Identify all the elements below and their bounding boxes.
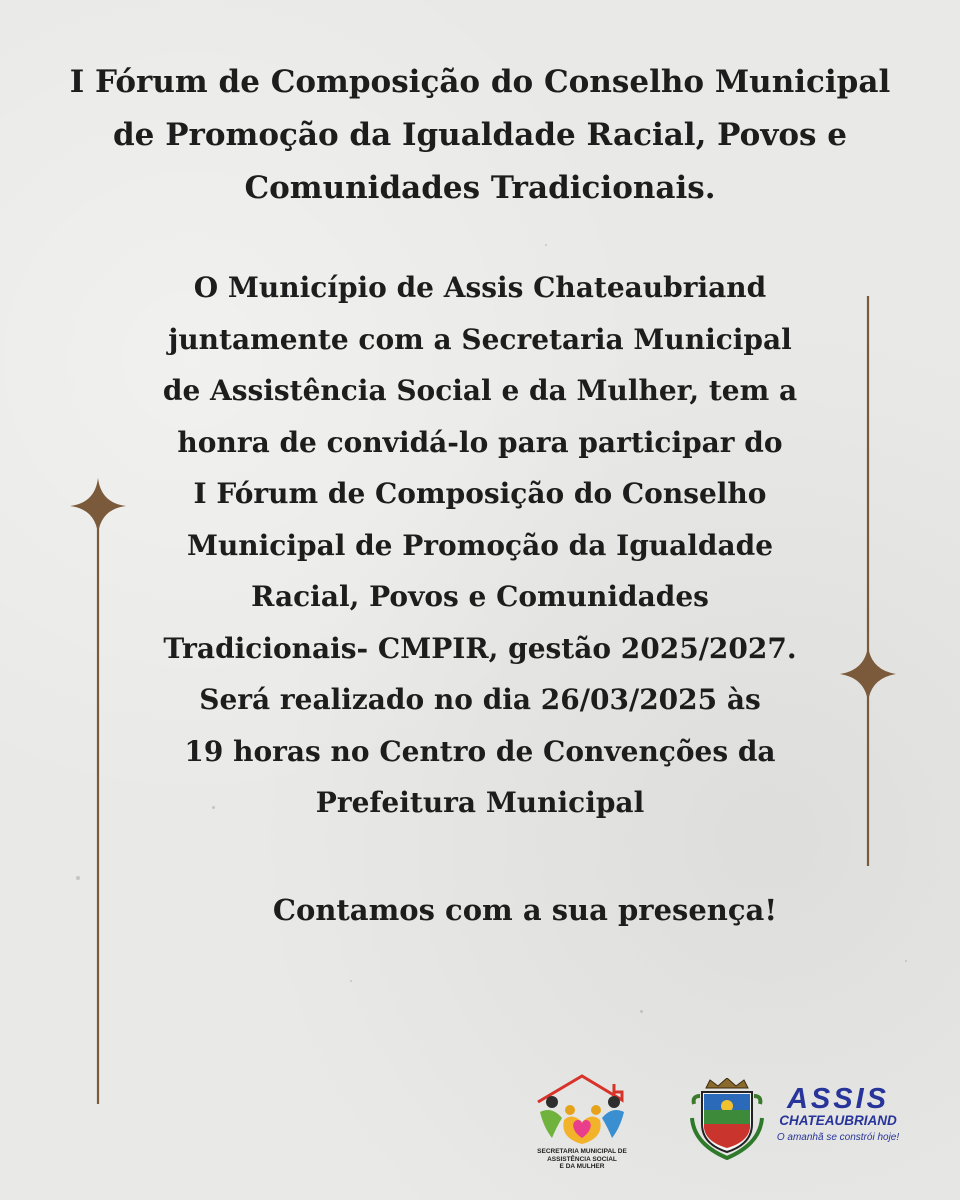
municipality-logo — [688, 1078, 908, 1160]
invitation-line: Será realizado no dia 26/03/2025 às — [199, 683, 761, 716]
invitation-text — [112, 262, 848, 829]
title-line: Comunidades Tradicionais. — [244, 170, 716, 206]
paper-speck — [905, 960, 907, 962]
paper-speck — [545, 244, 547, 246]
family-house-heart-icon — [530, 1072, 634, 1148]
municipality-name: ASSIS — [786, 1083, 890, 1115]
invitation-line: Racial, Povos e Comunidades — [251, 580, 709, 613]
sparkle-star-icon — [840, 646, 896, 702]
invitation-line: Municipal de Promoção da Igualdade — [186, 528, 774, 562]
title-line: I Fórum de Composição do Conselho Municipal — [69, 64, 891, 100]
invitation-line: O Município de Assis Chateaubriand — [193, 271, 767, 304]
secretaria-logo-caption — [530, 1148, 634, 1171]
secretaria-logo-line: ASSISTÊNCIA SOCIAL — [547, 1155, 617, 1163]
closing-message: Contamos com a sua presença! — [272, 893, 778, 927]
invitation-line: Prefeitura Municipal — [315, 786, 645, 819]
invitation-line: 19 horas no Centro de Convenções da — [184, 734, 776, 768]
invitation-line: honra de convidá-lo para participar do — [177, 425, 783, 459]
paper-speck — [640, 1010, 643, 1013]
secretaria-logo-line: SECRETARIA MUNICIPAL DE — [537, 1148, 627, 1155]
invitation-line: Tradicionais- CMPIR, gestão 2025/2027. — [163, 631, 797, 665]
invitation-line: de Assistência Social e da Mulher, tem a — [162, 374, 798, 407]
paper-speck — [350, 980, 352, 982]
page-title — [40, 56, 920, 215]
invitation-line: I Fórum de Composição do Conselho — [193, 477, 767, 510]
secretaria-logo — [530, 1072, 634, 1172]
municipality-slogan: O amanhã se constrói hoje! — [776, 1132, 900, 1143]
secretaria-logo-line: E DA MULHER — [559, 1163, 605, 1170]
municipality-subname: CHATEAUBRIAND — [779, 1113, 897, 1128]
invitation-line: juntamente com a Secretaria Municipal — [168, 322, 792, 356]
title-line: de Promoção da Igualdade Racial, Povos e — [113, 117, 847, 153]
coat-of-arms-icon — [688, 1078, 766, 1160]
